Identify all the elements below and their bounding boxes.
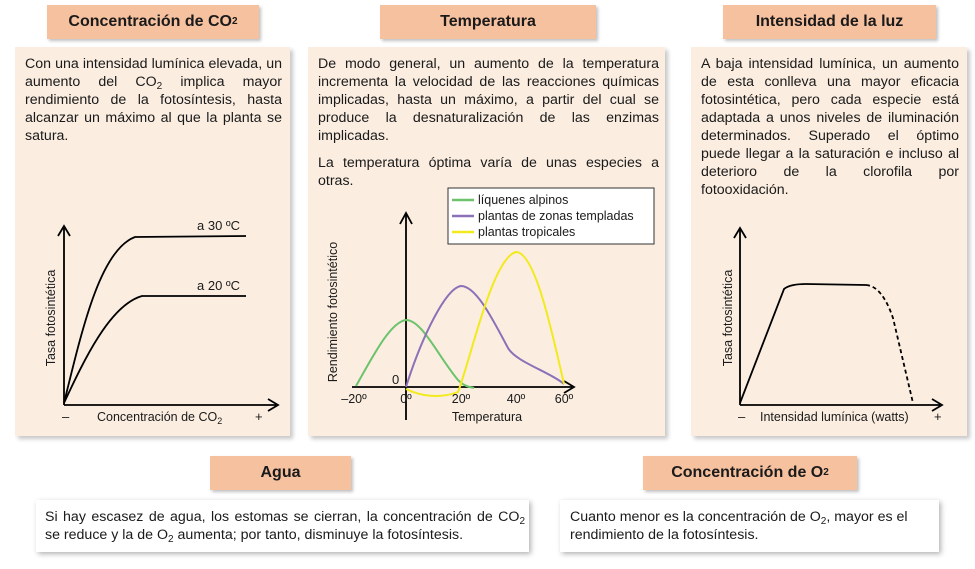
temp-x-label: Temperatura [451,410,523,424]
temp-text-2: La temperatura óptima varía de unas especies a otras. [318,155,659,189]
temp-x-tick: 20º [451,392,471,406]
co2-text-1: Con una intensidad lumínica elevada, un aumento del CO [25,56,282,90]
co2-title-text: Concentración de CO [68,13,232,30]
luz-curve-solid [740,284,866,403]
co2-x-label-sub: 2 [217,416,223,426]
temp-title-text: Temperatura [440,13,536,30]
temp-x-tick: 60º [554,392,574,406]
agua-text-3: aumenta; por tanto, disminuye la fotosíntesis. [173,527,464,543]
luz-x-plus: + [934,409,942,424]
agua-box [36,500,529,552]
o2-text-sub: 2 [820,516,827,527]
temp-text-1: De modo general, un aumento de la temperatura incrementa la velocidad de las reacciones químicas implicadas, hasta un máximo, a partir del cual se produce la desnaturalización de las enzimas implicadas. [318,56,659,144]
agua-sub-1: 2 [519,516,525,527]
agua-title-text: Agua [260,464,301,481]
agua-sub-2: 2 [168,534,174,545]
co2-curve-20-label: a 20 ºC [197,278,241,293]
o2-text [570,508,934,544]
legend-label-tropicales: plantas tropicales [478,225,576,239]
luz-curve-dashed [866,285,913,403]
temp-origin-label: 0 [392,372,400,387]
agua-text [45,508,525,544]
co2-x-plus: + [255,409,263,424]
co2-text-sub: 2 [156,81,163,92]
o2-box [560,500,939,552]
co2-title: Concentración de CO 2 [47,5,259,39]
luz-x-label: Intensidad lumínica (watts) [760,410,909,424]
temp-x-tick: –20º [341,392,367,406]
o2-text-2: , mayor es el rendimiento de la fotosíntesis. [570,509,908,543]
agua-text-2: se reduce y la de O [45,527,169,543]
luz-y-label: Tasa fotosintética [721,269,735,367]
o2-title-text: Concentración de O [671,464,824,481]
temp-x-tick: 40º [506,392,526,406]
legend-label-liquenes: líquenes alpinos [478,193,569,207]
co2-curve-30-label: a 30 ºC [197,218,241,233]
luz-text: A baja intensidad lumínica, un aumento de esta conlleva una mayor eficacia fotosintética, pero cada especie está adaptada a unos niveles de iluminación determinados. Superado el óptimo puede llegar a la saturación e incluso al deterioro de la clorofila por fotooxidación. [701,56,959,198]
agua-title [210,456,351,490]
luz-x-minus: – [738,409,746,424]
temp-y-label: Rendimiento fotosintético [326,241,340,383]
agua-text-1: Si hay escasez de agua, los estomas se cierran, la concentración de CO [45,509,520,525]
co2-x-label-text: Concentración de CO [97,410,218,424]
luz-title-text: Intensidad de la luz [755,13,904,30]
o2-title: Concentración de O 2 [643,456,857,490]
co2-x-minus: – [62,409,70,424]
co2-text-2: implica mayor rendimiento de la fotosíntesis, hasta alcanzar un máximo al que la planta se satura. [25,74,283,144]
temp-x-tick: 0º [400,392,412,406]
co2-y-label: Tasa fotosintética [44,269,58,367]
o2-text-1: Cuanto menor es la concentración de O [570,509,821,525]
legend-label-templadas: plantas de zonas templadas [478,209,634,223]
